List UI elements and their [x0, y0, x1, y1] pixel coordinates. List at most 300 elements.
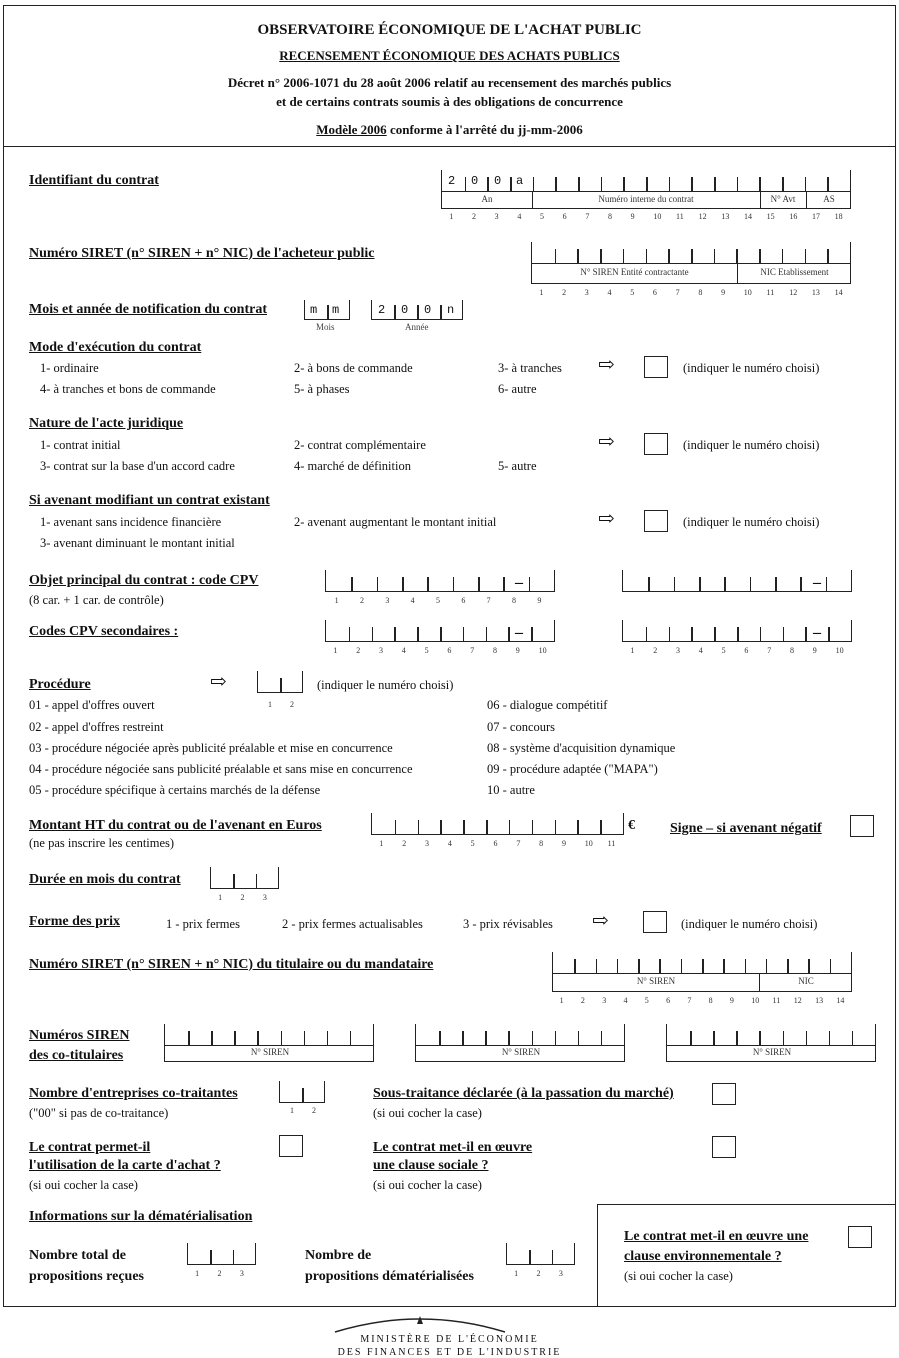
cell-divider [486, 820, 488, 834]
cell-number: 3 [385, 596, 390, 605]
purchase-card-checkbox[interactable] [279, 1135, 303, 1157]
cell-number: 1 [333, 646, 338, 655]
cell-divider [766, 959, 768, 973]
procedure-option: 07 - concours [487, 720, 556, 734]
cell-divider [601, 177, 603, 191]
label-siren: N° SIREN [636, 976, 676, 986]
cell-number: 10 [584, 839, 593, 848]
cell-divider [852, 1031, 854, 1045]
mode-option-4: 4- à tranches et bons de commande [40, 382, 216, 396]
cell-divider [829, 1031, 831, 1045]
procedure-option: 08 - système d'acquisition dynamique [487, 741, 676, 755]
amount-field[interactable] [371, 813, 624, 835]
cell-divider [805, 177, 807, 191]
label-siren: N° SIREN [250, 1047, 290, 1057]
cell-number: 8 [608, 212, 612, 221]
cell-number: 4 [410, 596, 415, 605]
cell-number: 1 [334, 596, 339, 605]
arrow-icon: ⇨ [210, 671, 227, 693]
cell-divider [465, 177, 467, 191]
duration-label: Durée en mois du contrat [29, 872, 181, 887]
cell-number: 4 [517, 212, 522, 221]
price-choice-box[interactable] [643, 911, 667, 933]
nature-option-1: 1- contrat initial [40, 438, 121, 452]
cell-number: 2 [402, 839, 407, 848]
social-clause-sub: (si oui cocher la case) [373, 1178, 482, 1192]
year-digit: n [447, 303, 455, 317]
cell-divider [555, 249, 557, 263]
header-decree: Décret n° 2006-1071 du 28 août 2006 relatif au recensement des marchés publics [227, 75, 672, 90]
cell-number: 5 [644, 996, 649, 1005]
month-digit: m [310, 303, 318, 317]
cotitulaire-label-3 [666, 1046, 876, 1062]
cpv-dash: – [515, 574, 523, 591]
cell-number: 5 [540, 212, 544, 221]
cell-number: 3 [379, 646, 383, 655]
amount-sub: (ne pas inscrire les centimes) [29, 836, 175, 850]
cell-number: 5 [630, 288, 635, 297]
cell-number: 9 [721, 288, 726, 297]
cotitulaire-label-2 [415, 1046, 625, 1062]
cell-divider [233, 1250, 235, 1264]
environmental-label-2: clause environnementale ? [624, 1249, 782, 1264]
cell-divider [234, 1031, 236, 1045]
cell-number: 2 [653, 646, 658, 655]
cell-divider [427, 577, 429, 591]
cotitulaire-siren-3[interactable] [666, 1024, 876, 1046]
cell-divider [555, 1031, 557, 1045]
cell-number: 5 [470, 839, 475, 848]
cell-number: 14 [834, 288, 843, 297]
label-nic: NIC Etablissement [760, 267, 829, 277]
cell-divider [418, 820, 420, 834]
header-title: OBSERVATOIRE ÉCONOMIQUE DE L'ACHAT PUBLIC [257, 22, 642, 38]
cell-divider [578, 1031, 580, 1045]
cell-number: 3 [262, 893, 267, 902]
year-digit: 2 [378, 303, 386, 317]
electronic-proposals-label: Nombre de [305, 1248, 372, 1263]
cell-number: 3 [425, 839, 430, 848]
notification-date-label: Mois et année de notification du contrat [29, 302, 267, 317]
amendment-option-1: 1- avenant sans incidence financière [40, 515, 222, 529]
cell-divider [827, 249, 829, 263]
cell-number: 12 [793, 996, 802, 1005]
cell-number: 4 [623, 996, 628, 1005]
cell-divider [830, 959, 832, 973]
holder-siret-label: Numéro SIRET (n° SIREN + n° NIC) du titulaire ou du mandataire [29, 957, 434, 972]
cell-number: 1 [195, 1269, 200, 1278]
cell-number: 10 [538, 646, 547, 655]
price-option-1: 1 - prix fermes [166, 917, 240, 931]
cell-divider [759, 1031, 761, 1045]
cell-divider [529, 577, 531, 591]
cell-number: 8 [698, 288, 703, 297]
cell-number: 4 [607, 288, 612, 297]
amendment-choice-box[interactable] [644, 510, 668, 532]
buyer-siret-field[interactable] [531, 242, 851, 264]
price-option-3: 3 - prix révisables [463, 917, 553, 931]
cell-divider [555, 820, 557, 834]
procedure-option: 09 - procédure adaptée ("MAPA") [487, 762, 658, 776]
cell-number: 7 [470, 646, 475, 655]
amount-label: Montant HT du contrat ou de l'avenant en Euros [29, 818, 322, 833]
cell-divider [648, 577, 650, 591]
amendment-option-2: 2- avenant augmentant le montant initial [294, 515, 497, 529]
cell-divider [394, 627, 396, 641]
euro-symbol: € [628, 818, 635, 833]
sign-label: Signe – si avenant négatif [670, 821, 822, 836]
cell-divider [510, 177, 512, 191]
cell-number: 2 [360, 596, 364, 605]
amendment-option-3: 3- avenant diminuant le montant initial [40, 536, 235, 550]
cotitulaires-label: Numéros SIREN [29, 1028, 130, 1043]
cell-divider [800, 577, 802, 591]
cell-number: 10 [743, 288, 752, 297]
cell-divider [805, 627, 807, 641]
cell-number: 2 [217, 1269, 222, 1278]
mode-option-5: 5- à phases [294, 382, 350, 396]
cell-divider [783, 1031, 785, 1045]
year-digit: 0 [424, 303, 432, 317]
cell-number: 2 [562, 288, 567, 297]
purchase-card-label-2: l'utilisation de la carte d'achat ? [29, 1158, 221, 1173]
cell-divider [787, 959, 789, 973]
cell-number: 6 [461, 596, 466, 605]
cell-number: 7 [585, 212, 590, 221]
cell-divider [509, 820, 511, 834]
cell-number: 1 [559, 996, 564, 1005]
contract-id-label: Identifiant du contrat [29, 173, 159, 188]
label-avt: N° Avt [770, 194, 796, 204]
cell-number: 11 [766, 288, 775, 297]
cell-number: 11 [607, 839, 616, 848]
cell-number: 9 [561, 839, 566, 848]
cell-number: 1 [218, 893, 223, 902]
cell-divider [440, 627, 442, 641]
cell-number: 9 [515, 646, 520, 655]
cell-divider [487, 177, 489, 191]
procedure-num: 2 [290, 700, 294, 709]
cell-number: 7 [687, 996, 692, 1005]
cell-number: 16 [789, 212, 798, 221]
cell-divider [623, 249, 625, 263]
cell-number: 2 [356, 646, 361, 655]
mode-option-2: 2- à bons de commande [294, 361, 413, 375]
cell-divider [211, 1031, 213, 1045]
cell-divider [714, 177, 716, 191]
mode-option-3: 3- à tranches [498, 361, 562, 375]
buyer-siret-labels [531, 264, 851, 284]
cell-divider [737, 627, 739, 641]
cell-divider [669, 627, 671, 641]
cell-divider [402, 577, 404, 591]
id-digit: a [516, 174, 524, 188]
cell-divider [691, 627, 693, 641]
cell-number: 8 [708, 996, 713, 1005]
cell-number: 14 [744, 212, 752, 221]
cell-number: 1 [449, 212, 454, 221]
cell-number: 9 [812, 646, 817, 655]
mode-option-6: 6- autre [498, 382, 537, 396]
cell-divider [782, 249, 784, 263]
cell-number: 3 [676, 646, 680, 655]
cell-divider [827, 177, 829, 191]
cell-number: 2 [536, 1269, 541, 1278]
cell-number: 1 [539, 288, 544, 297]
cell-number: 6 [666, 996, 671, 1005]
purchase-card-sub: (si oui cocher la case) [29, 1178, 138, 1192]
cell-divider [783, 627, 785, 641]
nature-option-2: 2- contrat complémentaire [294, 438, 426, 452]
cell-divider [377, 577, 379, 591]
cell-number: 14 [836, 996, 845, 1005]
cell-number: 8 [539, 839, 544, 848]
cell-divider [349, 627, 351, 641]
cell-number: 8 [790, 646, 794, 655]
cell-number: 3 [494, 212, 499, 221]
header-model: Modèle 2006 conforme à l'arrêté du jj-mm-2006 [316, 122, 583, 137]
price-option-2: 2 - prix fermes actualisables [282, 917, 423, 931]
cell-divider [691, 177, 693, 191]
cotraitants-num: 2 [312, 1106, 316, 1115]
procedure-option: 01 - appel d'offres ouvert [29, 698, 155, 712]
cell-divider [552, 1250, 554, 1264]
cell-divider [690, 1031, 692, 1045]
cotitulaire-siren-1[interactable] [164, 1024, 374, 1046]
amendment-hint: (indiquer le numéro choisi) [683, 515, 820, 529]
cell-divider [737, 177, 739, 191]
electronic-proposals-label-2: propositions dématérialisées [305, 1269, 474, 1284]
cell-divider [596, 959, 598, 973]
contract-id-field[interactable] [441, 170, 851, 192]
cotraitants-num: 1 [290, 1106, 294, 1115]
cell-number: 5 [436, 596, 440, 605]
cell-number: 1 [379, 839, 384, 848]
month-caption: Mois [316, 322, 335, 332]
cell-divider [646, 249, 648, 263]
cpv-secondary-label: Codes CPV secondaires : [29, 624, 179, 639]
cell-divider [759, 177, 761, 191]
cell-divider [439, 1031, 441, 1045]
nature-option-4: 4- marché de définition [294, 459, 411, 473]
procedure-num: 1 [268, 700, 272, 709]
cell-divider [529, 1250, 531, 1264]
holder-siret-field[interactable] [552, 952, 852, 974]
mode-option-1: 1- ordinaire [40, 361, 99, 375]
cell-number: 7 [675, 288, 680, 297]
arrow-icon: ⇨ [598, 431, 615, 453]
cell-number: 7 [486, 596, 491, 605]
cell-divider [750, 577, 752, 591]
cell-number: 13 [811, 288, 820, 297]
cell-divider [531, 627, 533, 641]
cell-number: 1 [514, 1269, 519, 1278]
id-digit: 2 [448, 174, 456, 188]
execution-mode-label: Mode d'exécution du contrat [29, 340, 202, 355]
cell-divider [714, 627, 716, 641]
cell-divider [659, 959, 661, 973]
cell-number: 10 [835, 646, 844, 655]
cell-number: 3 [602, 996, 607, 1005]
cell-divider [508, 627, 510, 641]
mode-choice-box[interactable] [644, 356, 668, 378]
cell-divider [745, 959, 747, 973]
cell-divider [574, 959, 576, 973]
electronic-proposals-field[interactable] [506, 1243, 575, 1265]
ministry-logo [320, 1310, 520, 1334]
subcontracting-sub: (si oui cocher la case) [373, 1106, 482, 1120]
cpv-dash: – [515, 624, 523, 641]
cell-number: 5 [424, 646, 429, 655]
footer-line-1: MINISTÈRE DE L'ÉCONOMIE [360, 1334, 539, 1345]
environmental-sub: (si oui cocher la case) [624, 1269, 733, 1283]
cell-divider [532, 1031, 534, 1045]
cell-number: 3 [239, 1269, 244, 1278]
cell-number: 6 [652, 288, 657, 297]
cell-divider [578, 177, 580, 191]
cell-number: 11 [676, 212, 684, 221]
cotraitants-label: Nombre d'entreprises co-traitantes [29, 1086, 238, 1101]
total-proposals-label-2: propositions reçues [29, 1269, 144, 1284]
cell-divider [669, 177, 671, 191]
total-proposals-label: Nombre total de [29, 1248, 126, 1263]
nature-option-3: 3- contrat sur la base d'un accord cadre [40, 459, 235, 473]
cell-number: 4 [401, 646, 406, 655]
procedure-option: 04 - procédure négociée sans publicité préalable et sans mise en concurrence [29, 762, 413, 776]
label-nic: NIC [798, 976, 814, 986]
cell-number: 4 [698, 646, 703, 655]
year-digit: 0 [401, 303, 409, 317]
procedure-option: 10 - autre [487, 783, 535, 797]
cell-divider [462, 1031, 464, 1045]
cell-divider [256, 874, 258, 888]
cell-divider [555, 177, 557, 191]
year-caption: Année [405, 322, 429, 332]
contract-id-labels [441, 192, 851, 209]
cell-divider [351, 577, 353, 591]
cotraitants-sub: ("00" si pas de co-traitance) [29, 1106, 169, 1120]
environmental-checkbox[interactable] [848, 1226, 872, 1248]
cell-number: 9 [630, 212, 635, 221]
procedure-option: 05 - procédure spécifique à certains marchés de la défense [29, 783, 321, 797]
header-subtitle: RECENSEMENT ÉCONOMIQUE DES ACHATS PUBLICS [279, 48, 620, 63]
nature-option-5: 5- autre [498, 459, 537, 473]
id-digit: 0 [471, 174, 479, 188]
label-siren: N° SIREN Entité contractante [580, 267, 689, 277]
cell-divider [508, 1031, 510, 1045]
cell-divider [463, 627, 465, 641]
negative-sign-box[interactable] [850, 815, 874, 837]
procedure-field[interactable] [257, 671, 303, 693]
legal-nature-label: Nature de l'acte juridique [29, 416, 184, 431]
cell-divider [805, 249, 807, 263]
cell-divider [714, 249, 716, 263]
cell-divider [826, 577, 828, 591]
cell-number: 1 [630, 646, 635, 655]
cell-divider [668, 249, 670, 263]
cell-divider [736, 1031, 738, 1045]
id-digit: 0 [494, 174, 502, 188]
cell-divider [233, 874, 235, 888]
procedure-hint: (indiquer le numéro choisi) [317, 678, 454, 692]
cotraitants-field[interactable] [279, 1081, 325, 1103]
cell-divider [691, 249, 693, 263]
cell-divider [485, 1031, 487, 1045]
cell-number: 6 [744, 646, 749, 655]
cell-divider [486, 627, 488, 641]
cell-number: 2 [472, 212, 476, 221]
cell-divider [736, 249, 738, 263]
cell-number: 2 [580, 996, 585, 1005]
footer-line-2: DES FINANCES ET DE L'INDUSTRIE [337, 1347, 562, 1358]
cell-number: 6 [447, 646, 452, 655]
cell-divider [674, 577, 676, 591]
cell-number: 12 [698, 212, 707, 221]
cotitulaire-siren-2[interactable] [415, 1024, 625, 1046]
cell-divider [304, 1031, 306, 1045]
buyer-siret-label: Numéro SIRET (n° SIREN + n° NIC) de l'acheteur public [29, 246, 375, 261]
cell-divider [533, 177, 535, 191]
cell-divider [646, 627, 648, 641]
cell-divider [440, 820, 442, 834]
cell-number: 11 [772, 996, 781, 1005]
header-decree-2: et de certains contrats soumis à des obligations de concurrence [276, 94, 623, 109]
label-as: AS [823, 194, 835, 204]
cell-divider [775, 577, 777, 591]
procedure-label: Procédure [29, 677, 91, 692]
environmental-label: Le contrat met-il en œuvre une [624, 1229, 809, 1244]
cell-number: 7 [767, 646, 772, 655]
cell-divider [806, 1031, 808, 1045]
arrow-icon: ⇨ [598, 508, 615, 530]
cotitulaires-label-2: des co-titulaires [29, 1048, 124, 1063]
social-clause-checkbox[interactable] [712, 1136, 736, 1158]
procedure-option: 02 - appel d'offres restreint [29, 720, 164, 734]
purchase-card-label: Le contrat permet-il [29, 1140, 151, 1155]
cell-number: 6 [562, 212, 567, 221]
subcontracting-checkbox[interactable] [712, 1083, 736, 1105]
procedure-option: 06 - dialogue compétitif [487, 698, 608, 712]
cell-divider [724, 577, 726, 591]
label-internal-number: Numéro interne du contrat [598, 194, 694, 204]
cell-divider [577, 249, 579, 263]
cell-divider [600, 820, 602, 834]
cell-number: 4 [447, 839, 452, 848]
social-clause-label: Le contrat met-il en œuvre [373, 1140, 533, 1155]
duration-field[interactable] [210, 867, 279, 889]
cell-number: 10 [751, 996, 760, 1005]
social-clause-label-2: une clause sociale ? [373, 1158, 489, 1173]
cell-divider [646, 177, 648, 191]
cell-number: 6 [493, 839, 498, 848]
cell-divider [808, 959, 810, 973]
cell-number: 3 [584, 288, 589, 297]
cell-divider [577, 820, 579, 834]
cell-number: 10 [653, 212, 662, 221]
mode-hint: (indiquer le numéro choisi) [683, 361, 820, 375]
cpv-dash: – [813, 624, 821, 641]
total-proposals-field[interactable] [187, 1243, 256, 1265]
cell-divider [188, 1031, 190, 1045]
cell-number: 13 [815, 996, 824, 1005]
cell-divider [463, 820, 465, 834]
nature-choice-box[interactable] [644, 433, 668, 455]
holder-siret-labels [552, 974, 852, 992]
cell-divider [723, 959, 725, 973]
cell-number: 5 [721, 646, 726, 655]
cell-divider [327, 1031, 329, 1045]
cell-number: 2 [240, 893, 245, 902]
